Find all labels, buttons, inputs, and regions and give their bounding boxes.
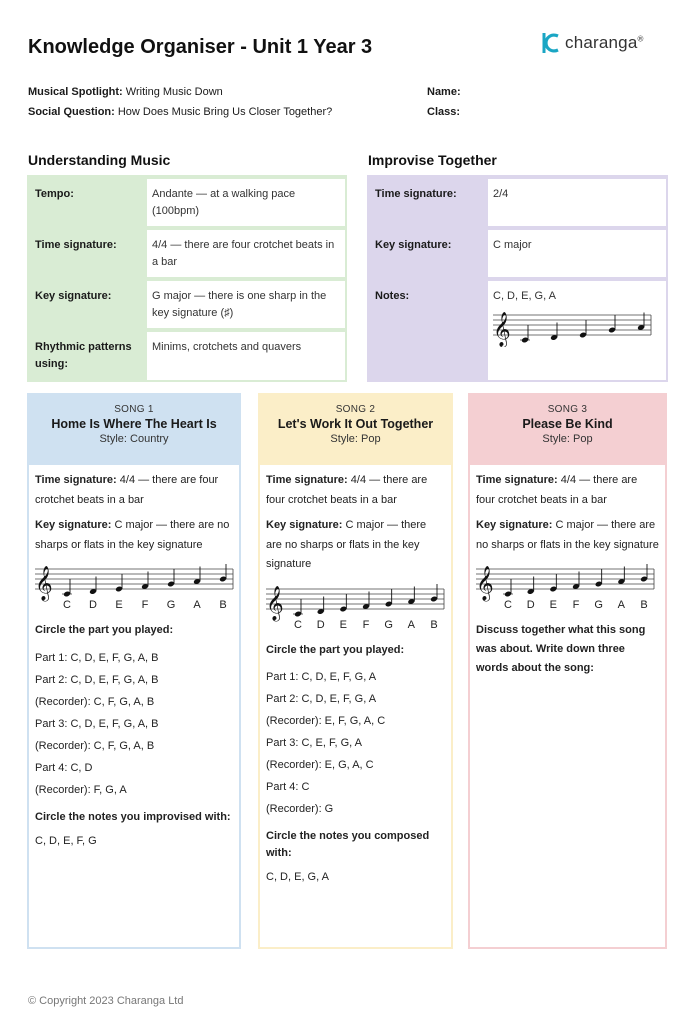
song-header xyxy=(470,395,665,465)
improvise-notes-cell xyxy=(488,281,666,380)
note-label: F xyxy=(362,618,370,631)
improvise-grid xyxy=(367,175,668,382)
rhythmic-label: Rhythmic patterns using: xyxy=(35,341,132,370)
time-signature-value: 4/4 — there are four crotchet beats in a bar xyxy=(266,474,428,506)
tempo-value: Andante — at a walking pace (100bpm) xyxy=(147,179,345,226)
question-label: Social Question: xyxy=(28,106,115,118)
improvise-heading: Improvise Together xyxy=(368,152,497,168)
note-label: D xyxy=(526,599,535,611)
improvise-key-value: C major xyxy=(488,230,666,277)
part-item: Part 1: C, D, E, F, G, A xyxy=(266,671,377,683)
song-header xyxy=(260,395,451,465)
parts-list xyxy=(35,647,233,801)
music-staff xyxy=(493,307,653,347)
time-signature-label: Time signature: xyxy=(266,474,348,486)
song-name: Please Be Kind xyxy=(522,417,613,431)
note-label: B xyxy=(219,599,227,611)
note-label: A xyxy=(193,599,201,611)
spotlight-value: Writing Music Down xyxy=(125,86,223,98)
circle-part-heading: Circle the part you played: xyxy=(35,624,174,636)
note-label: C xyxy=(63,599,71,611)
note-label: F xyxy=(572,599,580,611)
song-body xyxy=(266,471,445,888)
song-header xyxy=(29,395,239,465)
note-label: B xyxy=(430,618,438,631)
charanga-logo xyxy=(541,30,644,56)
music-staff xyxy=(476,561,656,617)
part-item: Part 3: C, D, E, F, G, A, B xyxy=(35,717,159,730)
registered-mark: ® xyxy=(637,34,644,44)
note-label: F xyxy=(141,599,149,611)
improvise-row xyxy=(369,279,666,380)
key-signature-label: Key signature: xyxy=(35,290,112,302)
song-body xyxy=(35,471,233,851)
note-label: A xyxy=(617,599,626,611)
note-label: D xyxy=(89,599,97,611)
tempo-label: Tempo: xyxy=(35,188,74,200)
key-signature-label: Key signature: xyxy=(476,519,553,531)
music-staff xyxy=(266,581,446,637)
improvise-time-value: 2/4 xyxy=(488,179,666,226)
treble-clef-icon: 𝄞 xyxy=(266,585,284,621)
time-signature-label: Time signature: xyxy=(476,474,558,486)
key-signature-label: Key signature: xyxy=(35,519,112,531)
time-signature-label: Time signature: xyxy=(35,239,117,251)
closing-heading: Circle the notes you composed with: xyxy=(266,830,430,859)
part-item: Part 4: C, D xyxy=(35,761,93,774)
part-item: Part 4: C xyxy=(266,781,310,793)
treble-clef-icon: 𝄞 xyxy=(493,312,511,347)
note-label: C xyxy=(504,599,512,611)
understanding-heading: Understanding Music xyxy=(28,152,171,168)
key-signature-label: Key signature: xyxy=(266,519,343,531)
song-body xyxy=(476,471,659,684)
rhythmic-value: Minims, crotchets and quavers xyxy=(147,332,345,380)
song-style: Style: Pop xyxy=(542,433,593,445)
song-style: Style: Country xyxy=(99,433,169,445)
improvise-notes-value: C, D, E, G, A xyxy=(493,290,556,302)
meta-info xyxy=(28,82,332,122)
class-label: Class: xyxy=(427,106,461,118)
question-value: How Does Music Bring Us Closer Together? xyxy=(117,106,333,118)
note-label: G xyxy=(166,599,176,611)
note-label: E xyxy=(549,599,558,611)
understanding-row xyxy=(29,228,345,279)
time-signature-value: 4/4 — there are four crotchet beats in a bar xyxy=(476,474,638,506)
improvise-notes-label: Notes: xyxy=(375,290,410,302)
note-label: A xyxy=(407,618,416,631)
key-signature-value: G major — there is one sharp in the key signature (♯) xyxy=(147,281,345,328)
spotlight-label: Musical Spotlight: xyxy=(28,86,123,98)
time-signature-value: 4/4 — there are four crotchet beats in a bar xyxy=(35,474,219,506)
key-signature-value: C major — there are no sharps or flats in the key signature xyxy=(476,519,659,551)
improvise-time-label: Time signature: xyxy=(375,188,457,200)
treble-clef-icon: 𝄞 xyxy=(476,566,494,601)
song-number: SONG 2 xyxy=(335,404,376,415)
key-signature-value: C major — there are no sharps or flats in the key signature xyxy=(266,519,427,570)
note-label: D xyxy=(316,618,325,631)
song-style: Style: Pop xyxy=(330,433,381,445)
song-name: Home Is Where The Heart Is xyxy=(51,417,217,431)
parts-list xyxy=(266,666,445,820)
part-item: (Recorder): G xyxy=(266,803,334,815)
song-number: SONG 3 xyxy=(547,404,588,415)
song-card xyxy=(468,393,667,949)
time-signature-value: 4/4 — there are four crotchet beats in a bar xyxy=(147,230,345,277)
time-signature-label: Time signature: xyxy=(35,474,117,486)
note-label: G xyxy=(594,599,603,611)
closing-value: C, D, E, F, G xyxy=(35,834,97,847)
note-label: E xyxy=(339,618,348,631)
part-item: (Recorder): C, F, G, A, B xyxy=(35,695,155,708)
part-item: Part 1: C, D, E, F, G, A, B xyxy=(35,651,159,664)
song-name: Let's Work It Out Together xyxy=(277,417,434,431)
part-item: (Recorder): E, F, G, A, C xyxy=(266,715,386,727)
understanding-row xyxy=(29,330,345,380)
note-label: E xyxy=(115,599,123,611)
closing-value: C, D, E, G, A xyxy=(266,871,329,883)
note-label: G xyxy=(384,618,393,631)
treble-clef-icon: 𝄞 xyxy=(35,566,53,601)
understanding-row xyxy=(29,177,345,228)
note-label: B xyxy=(640,599,648,611)
copyright: © Copyright 2023 Charanga Ltd xyxy=(28,995,184,1007)
music-staff xyxy=(35,561,235,617)
improvise-key-label: Key signature: xyxy=(375,239,452,251)
song-card xyxy=(258,393,453,949)
part-item: (Recorder): C, F, G, A, B xyxy=(35,739,155,752)
part-item: (Recorder): E, G, A, C xyxy=(266,759,374,771)
song-number: SONG 1 xyxy=(114,404,154,415)
part-item: Part 2: C, D, E, F, G, A xyxy=(266,693,377,705)
part-item: Part 3: C, E, F, G, A xyxy=(266,737,362,749)
circle-part-heading: Circle the part you played: xyxy=(266,643,405,656)
improvise-row xyxy=(369,177,666,228)
logo-text: charanga xyxy=(565,33,638,52)
part-item: Part 2: C, D, E, F, G, A, B xyxy=(35,673,159,686)
understanding-grid xyxy=(27,175,347,382)
name-label: Name: xyxy=(427,86,461,98)
discuss-prompt: Discuss together what this song was about. Write down three words about the song: xyxy=(476,624,646,674)
understanding-row xyxy=(29,279,345,330)
closing-heading: Circle the notes you improvised with: xyxy=(35,810,231,823)
song-card xyxy=(27,393,241,949)
part-item: (Recorder): F, G, A xyxy=(35,783,127,796)
key-signature-value: C major — there are no sharps or flats in the key signature xyxy=(35,519,230,551)
page-title: Knowledge Organiser - Unit 1 Year 3 xyxy=(28,36,373,58)
charanga-logo-icon xyxy=(541,30,561,56)
student-fields xyxy=(427,82,461,122)
improvise-row xyxy=(369,228,666,279)
note-label: C xyxy=(294,618,302,631)
